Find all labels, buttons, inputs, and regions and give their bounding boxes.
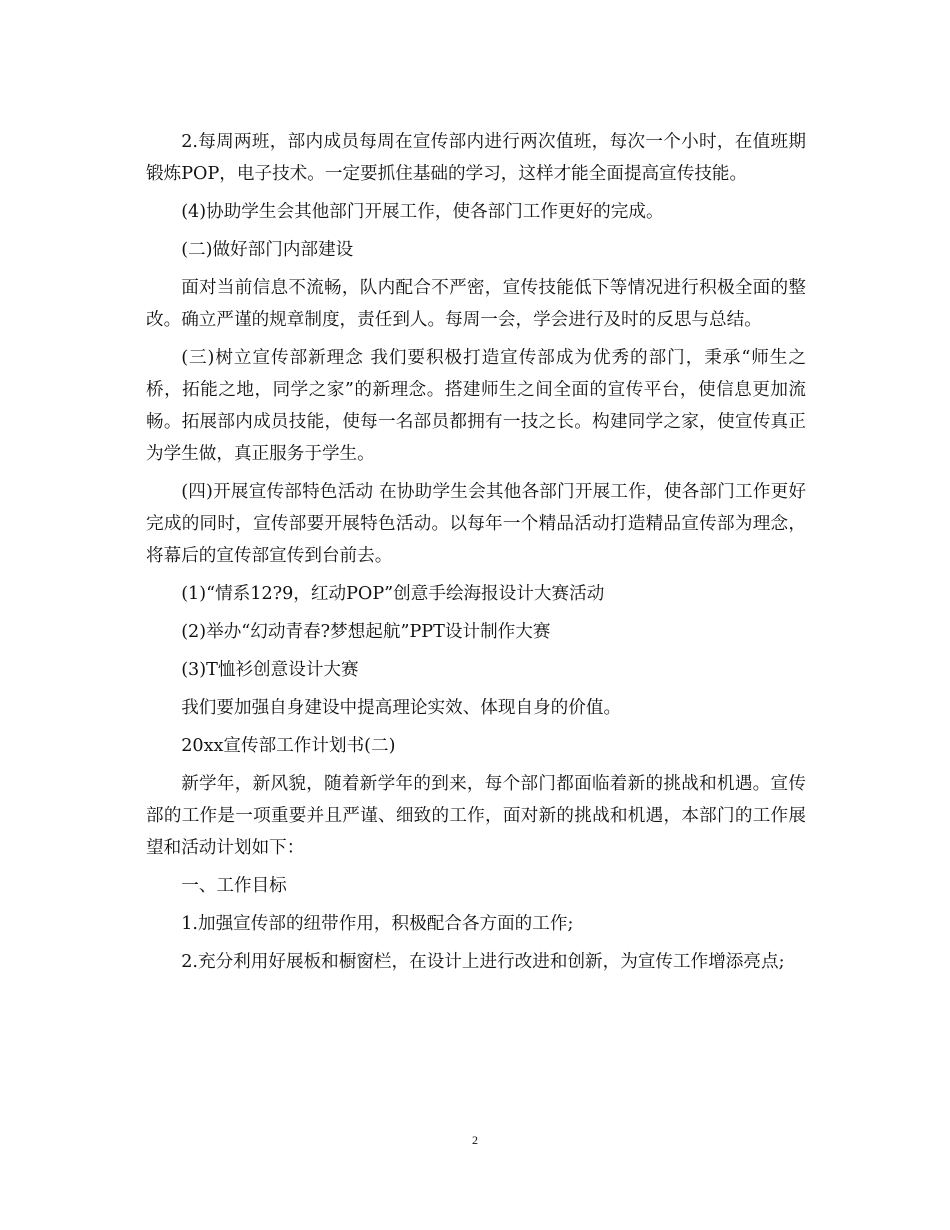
paragraph-rectification: 面对当前信息不流畅，队内配合不严密，宣传技能低下等情况进行积极全面的整改。确立严谨的规章制度，责任到人。每周一会，学会进行及时的反思与总结。	[146, 278, 806, 330]
heading-work-goals: 一、工作目标	[181, 876, 287, 896]
list-item-goal-one: 1.加强宣传部的纽带作用，积极配合各方面的工作;	[181, 914, 574, 934]
page-number: 2	[472, 1133, 478, 1147]
section-title-plan-two: 20xx宣传部工作计划书(二)	[181, 736, 396, 756]
paragraph-duty-schedule: 2.每周两班，部内成员每周在宣传部内进行两次值班，每次一个小时，在值班期锻炼POP，电子技术。一定要抓住基础的学习，这样才能全面提高宣传技能。	[146, 132, 806, 184]
paragraph-assist-departments: (4)协助学生会其他部门开展工作，使各部门工作更好的完成。	[181, 202, 664, 222]
heading-internal-building: (二)做好部门内部建设	[181, 240, 354, 260]
paragraph-feature-activities: (四)开展宣传部特色活动 在协助学生会其他各部门开展工作，使各部门工作更好完成的同时，宣传部要开展特色活动。以每年一个精品活动打造精品宣传部为理念，将幕后的宣传部宣传到台前去。	[146, 482, 806, 566]
page-body	[146, 126, 806, 984]
list-item-goal-two: 2.充分利用好展板和橱窗栏，在设计上进行改进和创新，为宣传工作增添亮点;	[181, 952, 785, 972]
paragraph-self-building: 我们要加强自身建设中提高理论实效、体现自身的价值。	[181, 698, 622, 718]
paragraph-new-semester: 新学年，新风貌，随着新学年的到来，每个部门都面临着新的挑战和机遇。宣传部的工作是一项重要并且严谨、细致的工作，面对新的挑战和机遇，本部门的工作展望和活动计划如下：	[146, 774, 806, 858]
paragraph-new-concept: (三)树立宣传部新理念 我们要积极打造宣传部成为优秀的部门，秉承“师生之桥，拓能之地，同学之家”的新理念。搭建师生之间全面的宣传平台，使信息更加流畅。拓展部内成员技能，使每一名部员都拥有一技之长。构建同学之家，使宣传真正为学生做，真正服务于学生。	[146, 348, 806, 464]
list-item-poster-contest: (1)“情系12?9，红动POP”创意手绘海报设计大赛活动	[181, 584, 605, 604]
list-item-tshirt-contest: (3)T恤衫创意设计大赛	[181, 660, 359, 680]
list-item-ppt-contest: (2)举办“幻动青春?梦想起航”PPT设计制作大赛	[181, 622, 551, 642]
